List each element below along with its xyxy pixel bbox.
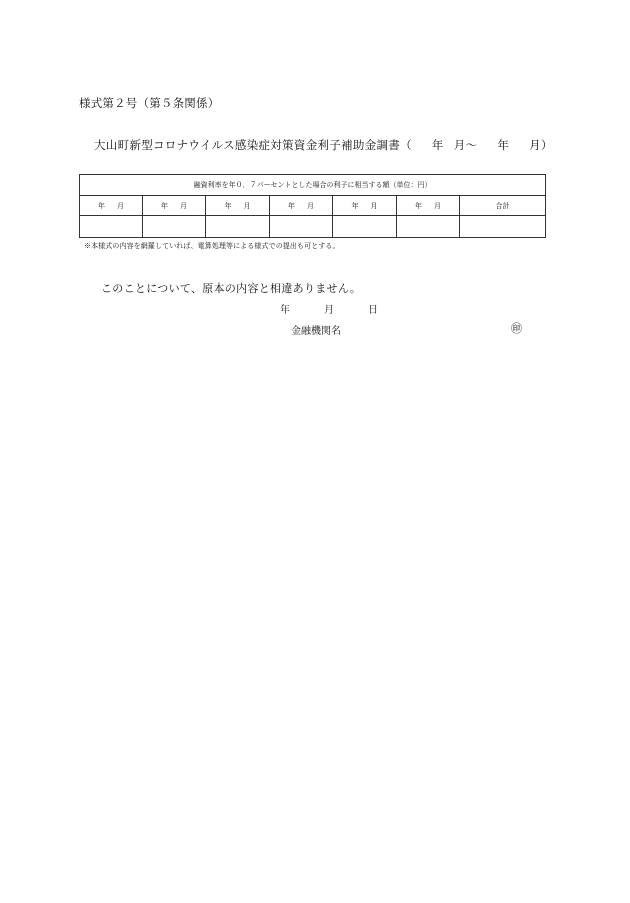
- table-caption-row: [80, 175, 546, 196]
- value-cell-1[interactable]: [80, 216, 143, 238]
- value-cell-5[interactable]: [333, 216, 397, 238]
- period-year: 年: [415, 201, 422, 210]
- bank-name-label: 金融機関名: [291, 326, 341, 337]
- title-month-from: 月～: [453, 138, 478, 152]
- table-value-row: [80, 216, 546, 238]
- value-cell-6[interactable]: [397, 216, 460, 238]
- period-header-2: [143, 196, 206, 216]
- title-year-from: 年: [431, 138, 444, 152]
- period-header-4: [270, 196, 333, 216]
- total-value-cell[interactable]: [460, 216, 546, 238]
- period-month: 月: [117, 201, 124, 210]
- period-header-6: [397, 196, 460, 216]
- period-year: 年: [161, 201, 168, 210]
- value-cell-2[interactable]: [143, 216, 206, 238]
- period-header-5: [333, 196, 397, 216]
- certification-statement: このことについて、原本の内容と相違ありません。: [101, 282, 362, 295]
- period-year: 年: [98, 201, 105, 210]
- form-number: 様式第２号（第５条関係）: [79, 96, 220, 110]
- date-line: [280, 301, 378, 316]
- title-main: 大山町新型コロナウイルス感染症対策資金利子補助金調書（: [94, 138, 412, 152]
- document-title: [94, 137, 553, 153]
- title-year-to: 年: [497, 138, 510, 152]
- period-year: 年: [288, 201, 295, 210]
- date-year: 年: [280, 305, 290, 316]
- date-month: 月: [324, 305, 334, 316]
- date-day: 日: [368, 305, 378, 316]
- total-header: 合計: [460, 196, 546, 216]
- value-cell-4[interactable]: [270, 216, 333, 238]
- period-month: 月: [434, 201, 441, 210]
- footnote: ※本様式の内容を網羅していれば、電算処理等による様式での提出も可とする。: [84, 242, 340, 250]
- period-month: 月: [243, 201, 251, 210]
- seal-mark: ㊞: [511, 322, 522, 335]
- period-year: 年: [351, 201, 359, 210]
- period-header-1: [80, 196, 143, 216]
- period-year: 年: [224, 201, 232, 210]
- title-month-to: 月）: [529, 138, 553, 152]
- period-month: 月: [307, 201, 314, 210]
- period-month: 月: [180, 201, 187, 210]
- interest-table: [79, 174, 546, 238]
- period-header-3: [206, 196, 270, 216]
- period-month: 月: [370, 201, 378, 210]
- value-cell-3[interactable]: [206, 216, 270, 238]
- table-caption: 融資利率を年０．７パーセントとした場合の利子に相当する額（単位：円）: [80, 175, 546, 196]
- table-header-row: [80, 196, 546, 216]
